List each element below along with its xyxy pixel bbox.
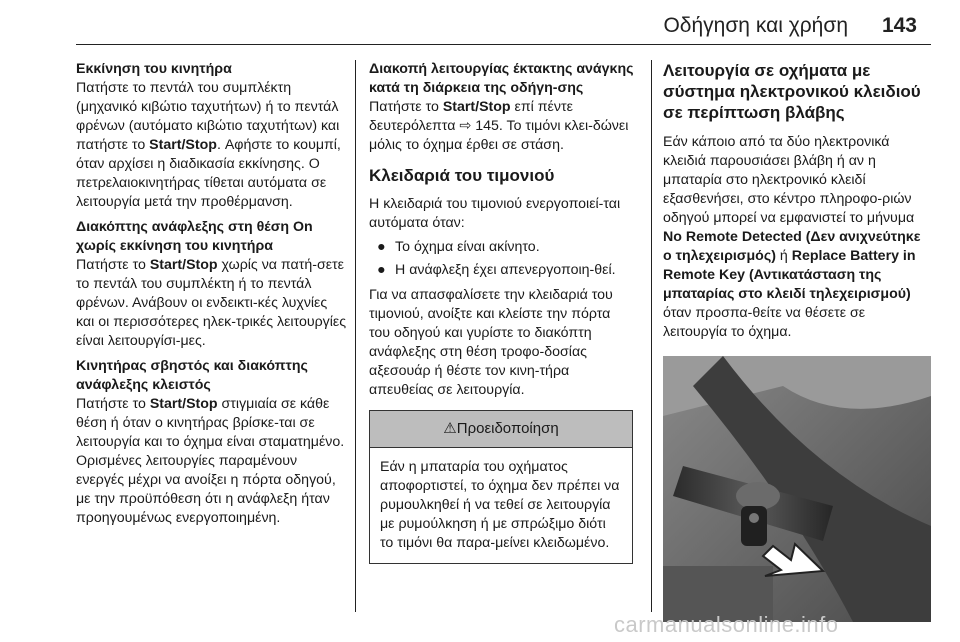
section-title: Διακοπή λειτουργίας έκτακτης ανάγκης κατά τη διάρκεια της οδήγη-σης (369, 61, 634, 96)
key-button (749, 513, 759, 523)
steering-lock-conditions (369, 238, 635, 280)
section-title: Κινητήρας σβηστός και διακόπτης ανάφλεξης κλειστός (76, 358, 308, 393)
page-header (0, 0, 960, 48)
column-shroud (736, 482, 780, 510)
warning-text: Εάν η μπαταρία του οχήματος αποφορτιστεί, το όχημα δεν πρέπει να ρυμουλκηθεί ή να τεθεί σε λειτουργία με ρυμούλκηση ή με σπρώξιμο διότι το τιμόνι θα παρα-μείνει κλειδωμένο. (380, 459, 620, 551)
button-name-start-stop: Start/Stop (442, 99, 511, 115)
text-run: 145. Το τιμόνι κλει-δώνει μόλις το όχημα έρθει σε στάση. (369, 118, 629, 153)
watermark: carmanualsonline.info (614, 612, 839, 637)
steering-lock-outro: Για να απασφαλίσετε την κλειδαριά του τιμονιού, ανοίξτε και κλείστε την πόρτα του οδηγού και γυρίστε το διακόπτη ανάφλεξης στη θέση τροφο-δοσίας αξεσουάρ ή θέστε τον κινη-τήρα απευθείας σε λειτουργία. (369, 287, 613, 398)
warning-triangle-icon: ⚠ (443, 420, 457, 437)
text-run: ή (775, 248, 792, 264)
section-body (369, 98, 635, 155)
list-item (369, 261, 635, 280)
section-body (76, 256, 348, 351)
message-no-remote-detected: No Remote Detected (Δεν ανιχνεύτηκε ο τηλεχειρισμός) (663, 229, 921, 264)
column-divider-1 (355, 60, 356, 612)
header-rule (76, 44, 931, 45)
list-item-text: Η ανάφλεξη έχει απενεργοποιη-θεί. (395, 262, 616, 278)
button-name-start-stop: Start/Stop (149, 396, 218, 412)
warning-title: Προειδοποίηση (456, 420, 559, 437)
steering-column-illustration (663, 356, 931, 622)
page-number: 143 (881, 14, 917, 37)
text-run: στιγμιαία σε κάθε θέση ή όταν ο κινητήρας βρίσκε-ται σε λειτουργία και το όχημα είναι σταματημένο. Ορισμένες λειτουργίες παραμένουν ενεργές μέχρι να ανοίξει η πόρτα οδηγού, με την προϋπόθεση ότι η ανάφλεξη ήταν προηγουμένως ενεργοποιημένη. (76, 396, 345, 526)
text-run: Πατήστε το (369, 99, 443, 115)
button-name-start-stop: Start/Stop (149, 257, 218, 273)
list-item (369, 238, 635, 257)
section-body (663, 133, 931, 342)
text-run: χωρίς να πατή-σετε το πεντάλ του συμπλέκτη ή το πεντάλ φρένων. Ανάβουν οι ενδεικτι-κές λυχνίες και οι περισσότερες ηλεκ-τρικές λειτουργίες είναι λειτουργίσι-μες. (76, 257, 347, 349)
running-header-title: Οδήγηση και χρήση (663, 14, 848, 37)
text-run: . Αφήστε το κουμπί, όταν αρχίσει η διαδικασία εκκίνησης. Ο πετρελαιοκινητήρας τίθεται αυτόματα σε λειτουργία μετά την προθέρμανση. (76, 137, 341, 210)
steering-lock-intro: Η κλειδαριά του τιμονιού ενεργοποιεί-ται αυτόματα όταν: (369, 196, 621, 231)
section-title: Εκκίνηση του κινητήρα (76, 61, 232, 77)
column-divider-2 (651, 60, 652, 612)
bullet-icon: ● (377, 262, 386, 278)
warning-box (369, 410, 633, 564)
section-body (76, 79, 348, 212)
bullet-icon: ● (377, 239, 386, 255)
column-3 (663, 60, 931, 622)
section-emergency-stop (369, 60, 635, 155)
section-ignition-on (76, 218, 348, 351)
text-run: Πατήστε το πεντάλ του συμπλέκτη (μηχανικό κιβώτιο ταχυτήτων) ή το πεντάλ φρένων (αυτόματο κιβώτιο ταχυτήτων) και πατήστε το (76, 80, 340, 153)
column-2 (369, 60, 635, 564)
section-heading-steering-lock: Κλειδαριά του τιμονιού (369, 166, 555, 185)
steering-column-photo (663, 356, 931, 622)
section-body (76, 395, 348, 528)
column-1 (76, 60, 348, 534)
electronic-key (741, 506, 767, 546)
section-heading-electronic-key-fault: Λειτουργία σε οχήματα με σύστημα ηλεκτρονικού κλειδιού σε περίπτωση βλάβης (663, 61, 921, 122)
text-run: Πατήστε το (76, 396, 150, 412)
section-title: Διακόπτης ανάφλεξης στη θέση On χωρίς εκκίνηση του κινητήρα (76, 219, 313, 254)
list-item-text: Το όχημα είναι ακίνητο. (395, 239, 540, 255)
section-engine-start (76, 60, 348, 212)
section-engine-off (76, 357, 348, 528)
text-run: όταν προσπα-θείτε να θέσετε σε λειτουργία το όχημα. (663, 305, 866, 340)
button-name-start-stop: Start/Stop (149, 137, 217, 153)
warning-header (370, 411, 632, 448)
text-run: Πατήστε το (76, 257, 150, 273)
message-replace-battery: Replace Battery in Remote Key (Αντικατάσταση της μπαταρίας στο κλειδί τηλεχειρισμού) (663, 248, 916, 302)
page-reference-arrow-icon: ⇨ (459, 118, 472, 134)
text-run: επί πέντε δευτερόλεπτα (369, 99, 573, 134)
text-run: Εάν κάποιο από τα δύο ηλεκτρονικά κλειδιά παρουσιάσει βλάβη ή αν η μπαταρία στο ηλεκτρονικό κλειδί εξασθενήσει, στο κέντρο πληροφο-ριών οδηγού μπορεί να εμφανιστεί το μήνυμα (663, 134, 915, 226)
